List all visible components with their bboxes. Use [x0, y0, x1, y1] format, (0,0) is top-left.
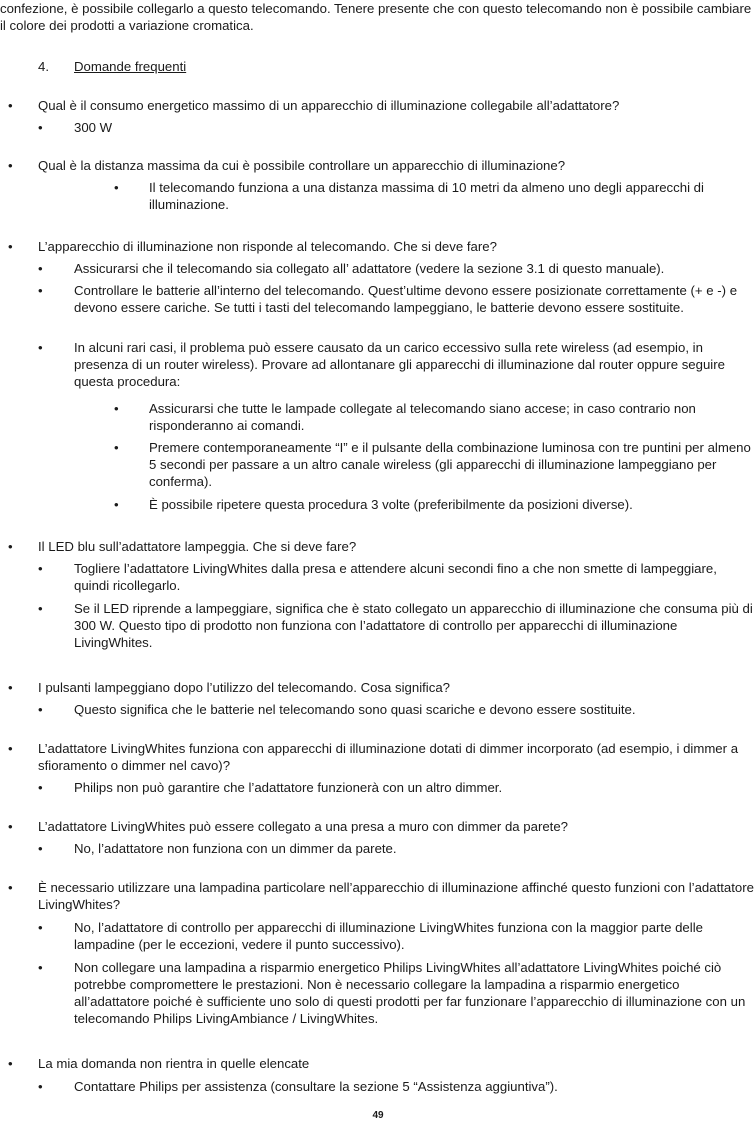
faq-question: La mia domanda non rientra in quelle elencate: [38, 1056, 310, 1071]
bullet-icon: •: [8, 539, 13, 554]
faq-answer: Controllare le batterie all’interno del telecomando. Quest’ultime devono essere posizionate correttamente (+ e -) e devono essere cariche. Se tutti i tasti del telecomando lampeggiano, le batterie devono essere sostituite.: [74, 283, 738, 315]
bullet-icon: •: [8, 98, 13, 113]
faq-answer: Questo significa che le batterie nel telecomando sono quasi scariche e devono essere sostituite.: [74, 702, 636, 717]
faq-question: L’apparecchio di illuminazione non risponde al telecomando. Che si deve fare?: [38, 239, 497, 254]
faq-answer: 300 W: [74, 120, 113, 135]
bullet-icon: •: [38, 601, 43, 616]
section-title: Domande frequenti: [74, 59, 187, 74]
faq-answer: No, l’adattatore di controllo per apparecchi di illuminazione LivingWhites funziona con la maggior parte delle lampadine (per le eccezioni, vedere il punto successivo).: [74, 920, 703, 952]
faq-question: Il LED blu sull’adattatore lampeggia. Che si deve fare?: [38, 539, 357, 554]
bullet-icon: •: [114, 440, 119, 455]
bullet-icon: •: [114, 497, 119, 512]
bullet-icon: •: [8, 1056, 13, 1071]
intro-paragraph: confezione, è possibile collegarlo a questo telecomando. Tenere presente che con questo telecomando non è possibile cambiare il colore dei prodotti a variazione cromatica.: [0, 1, 752, 33]
bullet-icon: •: [8, 819, 13, 834]
bullet-icon: •: [8, 741, 13, 756]
bullet-icon: •: [38, 340, 43, 355]
bullet-icon: •: [8, 158, 13, 173]
bullet-icon: •: [38, 561, 43, 576]
faq-answer: No, l’adattatore non funziona con un dimmer da parete.: [74, 841, 397, 856]
bullet-icon: •: [38, 261, 43, 276]
bullet-icon: •: [38, 780, 43, 795]
faq-answer: In alcuni rari casi, il problema può essere causato da un carico eccessivo sulla rete wireless (ad esempio, in presenza di un router wireless). Provare ad allontanare gli apparecchi di illuminazione dal router oppure seguire questa procedura:: [74, 340, 725, 389]
bullet-icon: •: [38, 960, 43, 975]
faq-answer: Togliere l’adattatore LivingWhites dalla presa e attendere alcuni secondi fino a che non smette di lampeggiare, quindi ricollegarlo.: [74, 561, 717, 593]
page-number: 49: [372, 1110, 384, 1121]
faq-question: L’adattatore LivingWhites funziona con apparecchi di illuminazione dotati di dimmer incorporato (ad esempio, i dimmer a sfioramento o dimmer nel cavo)?: [38, 741, 739, 773]
faq-answer: Contattare Philips per assistenza (consultare la sezione 5 “Assistenza aggiuntiva”).: [74, 1079, 558, 1094]
faq-sub-answer: È possibile ripetere questa procedura 3 volte (preferibilmente da posizioni diverse).: [149, 497, 633, 512]
faq-question: Qual è la distanza massima da cui è possibile controllare un apparecchio di illuminazione?: [38, 158, 566, 173]
bullet-icon: •: [38, 702, 43, 717]
bullet-icon: •: [8, 239, 13, 254]
bullet-icon: •: [38, 1079, 43, 1094]
faq-question: Qual è il consumo energetico massimo di un apparecchio di illuminazione collegabile all’adattatore?: [38, 98, 620, 113]
faq-answer: Non collegare una lampadina a risparmio energetico Philips LivingWhites all’adattatore LivingWhites poiché ciò potrebbe compromettere le prestazioni. Non è necessario collegare la lampadina a risparmio energetico all’adattatore poiché è sufficiente uno solo di questi prodotti per far funzionare l’apparecchio di illuminazione con un telecomando Philips LivingAmbiance / LivingWhites.: [74, 960, 746, 1026]
faq-question: I pulsanti lampeggiano dopo l’utilizzo del telecomando. Cosa significa?: [38, 680, 450, 695]
faq-answer: Assicurarsi che il telecomando sia collegato all’ adattatore (vedere la sezione 3.1 di questo manuale).: [74, 261, 665, 276]
section-number: 4.: [38, 59, 49, 74]
faq-answer: Se il LED riprende a lampeggiare, significa che è stato collegato un apparecchio di illuminazione che consuma più di 300 W. Questo tipo di prodotto non funziona con l’adattatore di controllo per apparecchi di illuminazione LivingWhites.: [74, 601, 753, 650]
bullet-icon: •: [8, 680, 13, 695]
bullet-icon: •: [38, 120, 43, 135]
bullet-icon: •: [114, 180, 119, 195]
faq-sub-answer: Il telecomando funziona a una distanza massima di 10 metri da almeno uno degli apparecchi di illuminazione.: [149, 180, 704, 212]
bullet-icon: •: [38, 920, 43, 935]
faq-sub-answer: Assicurarsi che tutte le lampade collegate al telecomando siano accese; in caso contrario non risponderanno ai comandi.: [149, 401, 696, 433]
faq-question: È necessario utilizzare una lampadina particolare nell’apparecchio di illuminazione affinché questo funzioni con l’adattatore LivingWhites?: [38, 880, 754, 912]
faq-answer: Philips non può garantire che l’adattatore funzionerà con un altro dimmer.: [74, 780, 503, 795]
faq-sub-answer: Premere contemporaneamente “I” e il pulsante della combinazione luminosa con tre puntini per almeno 5 secondi per passare a un altro canale wireless (gli apparecchi di illuminazione lampeggiano per conferma).: [149, 440, 751, 489]
bullet-icon: •: [8, 880, 13, 895]
bullet-icon: •: [38, 283, 43, 298]
bullet-icon: •: [114, 401, 119, 416]
faq-question: L’adattatore LivingWhites può essere collegato a una presa a muro con dimmer da parete?: [38, 819, 569, 834]
bullet-icon: •: [38, 841, 43, 856]
